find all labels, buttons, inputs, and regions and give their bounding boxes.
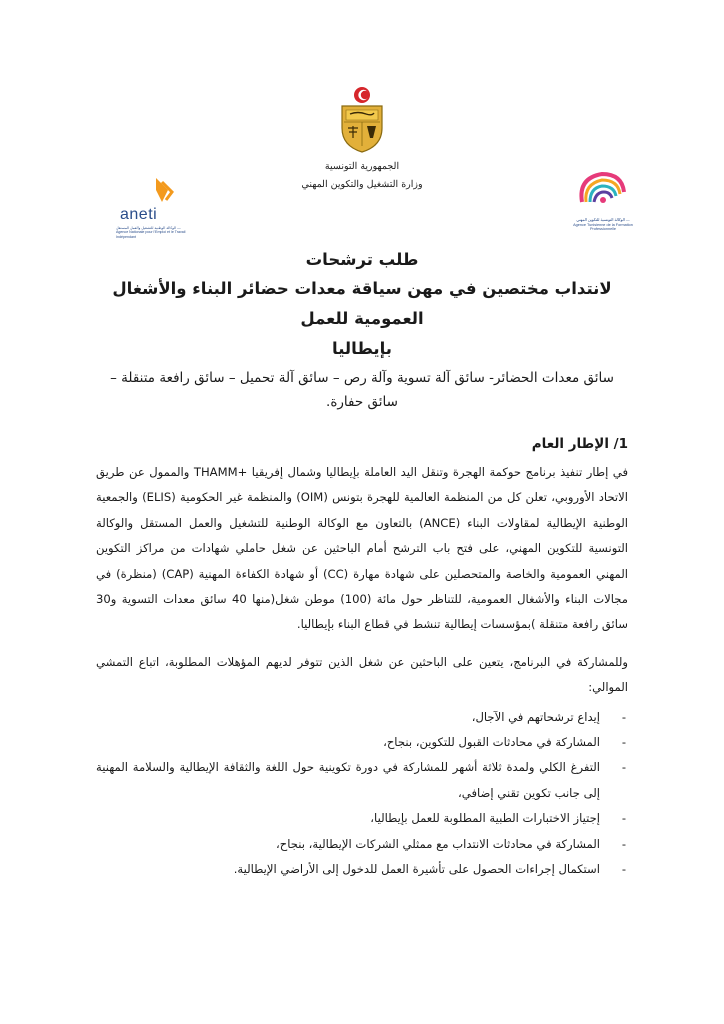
list-item xyxy=(96,832,626,857)
atfp-logo-subtitle: الوكالة التونسية للتكوين المهني — Agence Tunisienne de la Formation Professionnelle xyxy=(573,218,633,232)
list-item xyxy=(96,857,626,882)
bullet-dash: - xyxy=(621,862,626,877)
tunisia-coat-of-arms-icon xyxy=(336,86,388,154)
bullet-dash: - xyxy=(621,760,626,775)
list-item xyxy=(96,806,626,831)
ministry-header xyxy=(300,158,424,194)
section-heading: 1/ الإطار العام xyxy=(531,436,628,452)
bullet-dash: - xyxy=(621,811,626,826)
list-item xyxy=(96,705,626,730)
step-text: التفرغ الكلي ولمدة ثلاثة أشهر للمشاركة في دورة تكوينية حول اللغة والثقافة الإيطالية والسلامة المهنية إلى جانب تكوين تقني إضافي، xyxy=(96,760,600,800)
step-text: المشاركة في محادثات القبول للتكوين، بنجاح، xyxy=(383,735,600,750)
paragraph-framework: في إطار تنفيذ برنامج حوكمة الهجرة وتنقل اليد العاملة بإيطاليا وشمال إفريقيا +THAMM والممول عن طريق الاتحاد الأوروبي، تعلن كل من المنظمة العالمية للهجرة بتونس (OIM) والمنظمة غير الحكومية (ELIS) والجمعية الوطنية الإيطالية لمقاولات البناء (ANCE) بالتعاون مع الوكالة الوطنية للتشغيل والعمل المستقل والوكالة التونسية للتكوين المهني، على فتح باب الترشح أمام الباحثين عن شغل حاملي شهادات من مراكز التكوين المهني العمومية والخاصة والمتحصلين على شهادة مهارة (CC) أو شهادة الكفاءة المهنية (CAP) (منظرة) في مجالات البناء والأشغال العمومية، للتناظر حول مائة (100) موطن شغل(منها 40 سائق معدات التسوية و30 سائق رافعة متنقلة )بمؤسسات إيطالية تنشط في قطاع البناء بإيطاليا. xyxy=(96,465,628,632)
announcement-subtitle-line-1: لانتداب مختصين في مهن سياقة معدات حضائر البناء والأشغال العمومية للعمل xyxy=(112,279,612,328)
bullet-dash: - xyxy=(621,836,626,851)
step-text: استكمال إجراءات الحصول على تأشيرة العمل للدخول إلى الأراضي الإيطالية. xyxy=(233,862,600,877)
announcement-subtitle-line-2: بإيطاليا xyxy=(332,339,392,358)
aneti-logo-text: aneti xyxy=(120,206,158,223)
bullet-dash: - xyxy=(621,709,626,724)
step-text: المشاركة في محادثات الانتداب مع ممثلي الشركات الإيطالية، بنجاح، xyxy=(275,836,600,851)
job-list-line-2: سائق حفارة. xyxy=(326,394,398,410)
ministry-line-1: الجمهورية التونسية xyxy=(324,161,400,172)
list-item xyxy=(96,730,626,755)
paragraph-participation: وللمشاركة في البرنامج، يتعين على الباحثين عن شغل الذين تتوفر لديهم المؤهلات المطلوبة، اتباع التمشي الموالي: xyxy=(96,654,628,695)
steps-list xyxy=(96,705,628,883)
step-text: إيداع ترشحاتهم في الآجال، xyxy=(471,709,600,724)
list-item xyxy=(96,755,626,806)
section-body xyxy=(96,460,628,883)
step-text: إجتياز الاختبارات الطبية المطلوبة للعمل بإيطاليا، xyxy=(370,811,600,826)
announcement-titles xyxy=(96,246,628,414)
bullet-dash: - xyxy=(621,735,626,750)
ministry-line-2: وزارة التشغيل والتكوين المهني xyxy=(301,179,423,190)
announcement-title: طلب ترشحات xyxy=(305,250,419,269)
job-list-line-1: سائق معدات الحضائر- سائق آلة تسوية وآلة رص – سائق آلة تحميل – سائق رافعة متنقلة – xyxy=(110,370,614,386)
aneti-logo-subtitle: الوكالة الوطنية للتشغيل والعمل المستقل — Agence Nationale pour l'Emploi et le Travail Indépendant xyxy=(116,226,186,239)
